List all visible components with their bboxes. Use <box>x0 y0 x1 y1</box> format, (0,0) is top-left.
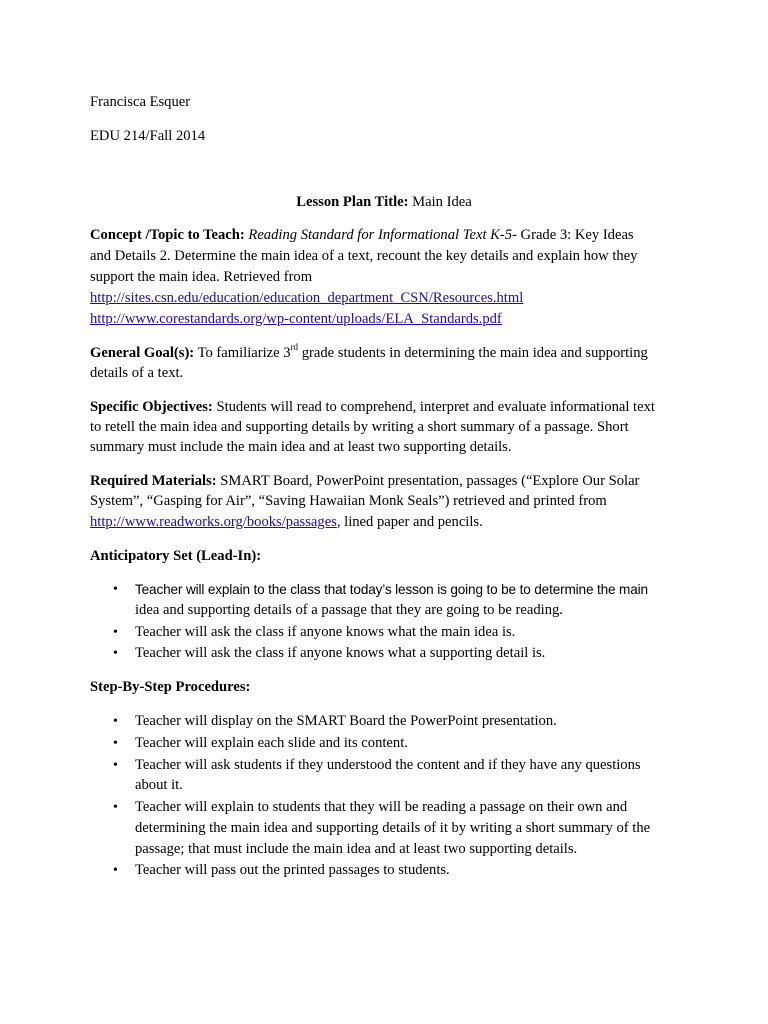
objectives-label: Specific Objectives: <box>90 399 213 415</box>
materials-line-3 <box>90 512 483 533</box>
readworks-link[interactable]: http://www.readworks.org/books/passages <box>90 514 337 530</box>
anticipatory-item-1-line-1: Teacher will explain to the class that today’s lesson is going to be to determine the main <box>135 582 648 597</box>
objectives-line-2: to retell the main idea and supporting details by writing a short summary of a passage. Short <box>90 419 629 435</box>
lesson-title-label: Lesson Plan Title: <box>296 194 409 210</box>
procedure-item-2: Teacher will explain each slide and its content. <box>135 735 408 751</box>
general-goal-line-2: details of a text. <box>90 365 184 381</box>
procedure-item-3-line-2: about it. <box>135 777 183 793</box>
concept-line-3: support the main idea. Retrieved from <box>90 269 313 285</box>
course-info: EDU 214/Fall 2014 <box>90 128 206 144</box>
corestandards-link[interactable]: http://www.corestandards.org/wp-content/uploads/ELA_Standards.pdf <box>90 311 502 327</box>
procedure-item-1: Teacher will display on the SMART Board the PowerPoint presentation. <box>135 713 557 729</box>
materials-line-1 <box>90 471 639 492</box>
bullet-icon: • <box>113 625 118 640</box>
procedure-item-3-line-1: Teacher will ask students if they understood the content and if they have any questions <box>135 757 641 773</box>
bullet-icon: • <box>113 736 118 751</box>
bullet-icon: • <box>113 800 118 815</box>
general-goal-text-b: grade students in determining the main idea and supporting <box>301 345 648 361</box>
anticipatory-heading <box>90 546 261 567</box>
general-goal-sup: rd <box>290 342 299 353</box>
concept-line-1 <box>90 225 634 246</box>
bullet-icon: • <box>113 863 118 878</box>
general-goal-text-a: To familiarize 3 <box>197 345 291 361</box>
procedure-item-4-line-1: Teacher will explain to students that they will be reading a passage on their own and <box>135 799 628 815</box>
lesson-title <box>0 192 768 213</box>
author-name: Francisca Esquer <box>90 94 191 110</box>
concept-line-2: and Details 2. Determine the main idea of a text, recount the key details and explain how they <box>90 248 638 264</box>
materials-line-2: System”, “Gasping for Air”, “Saving Hawaiian Monk Seals”) retrieved and printed from <box>90 493 607 509</box>
lesson-title-value: Main Idea <box>412 194 472 210</box>
bullet-icon: • <box>113 582 118 597</box>
general-goal-line-1 <box>90 343 648 364</box>
concept-standard: Reading Standard for Informational Text K-5 <box>248 227 513 243</box>
anticipatory-item-3: Teacher will ask the class if anyone knows what a supporting detail is. <box>135 645 546 661</box>
objectives-line-1 <box>90 397 655 418</box>
anticipatory-heading-text: Anticipatory Set (Lead-In): <box>90 548 262 564</box>
procedure-item-4-line-2: determining the main idea and supporting details of it by writing a short summary of the <box>135 820 651 836</box>
objectives-line-3: summary must include the main idea and at least two supporting details. <box>90 439 512 455</box>
procedure-item-4-line-3: passage; that must include the main idea and at least two supporting details. <box>135 841 578 857</box>
concept-link-2-row <box>90 309 502 330</box>
procedures-heading-text: Step-By-Step Procedures: <box>90 679 251 695</box>
bullet-icon: • <box>113 758 118 773</box>
concept-label: Concept /Topic to Teach: <box>90 227 245 243</box>
materials-text-3: , lined paper and pencils. <box>336 514 483 530</box>
objectives-text-1: Students will read to comprehend, interpret and evaluate informational text <box>216 399 655 415</box>
bullet-icon: • <box>113 646 118 661</box>
procedure-item-5: Teacher will pass out the printed passages to students. <box>135 862 450 878</box>
csn-resources-link[interactable]: http://sites.csn.edu/education/education_department_CSN/Resources.html <box>90 290 524 306</box>
anticipatory-item-2: Teacher will ask the class if anyone knows what the main idea is. <box>135 624 516 640</box>
general-goal-label: General Goal(s): <box>90 345 195 361</box>
procedures-heading <box>90 677 250 698</box>
bullet-icon: • <box>113 714 118 729</box>
anticipatory-item-1-line-2: idea and supporting details of a passage that they are going to be reading. <box>135 602 563 618</box>
concept-link-1-row <box>90 288 523 309</box>
materials-text-1: SMART Board, PowerPoint presentation, passages (“Explore Our Solar <box>220 473 640 489</box>
concept-grade: - Grade 3: Key Ideas <box>512 227 634 243</box>
materials-label: Required Materials: <box>90 473 217 489</box>
